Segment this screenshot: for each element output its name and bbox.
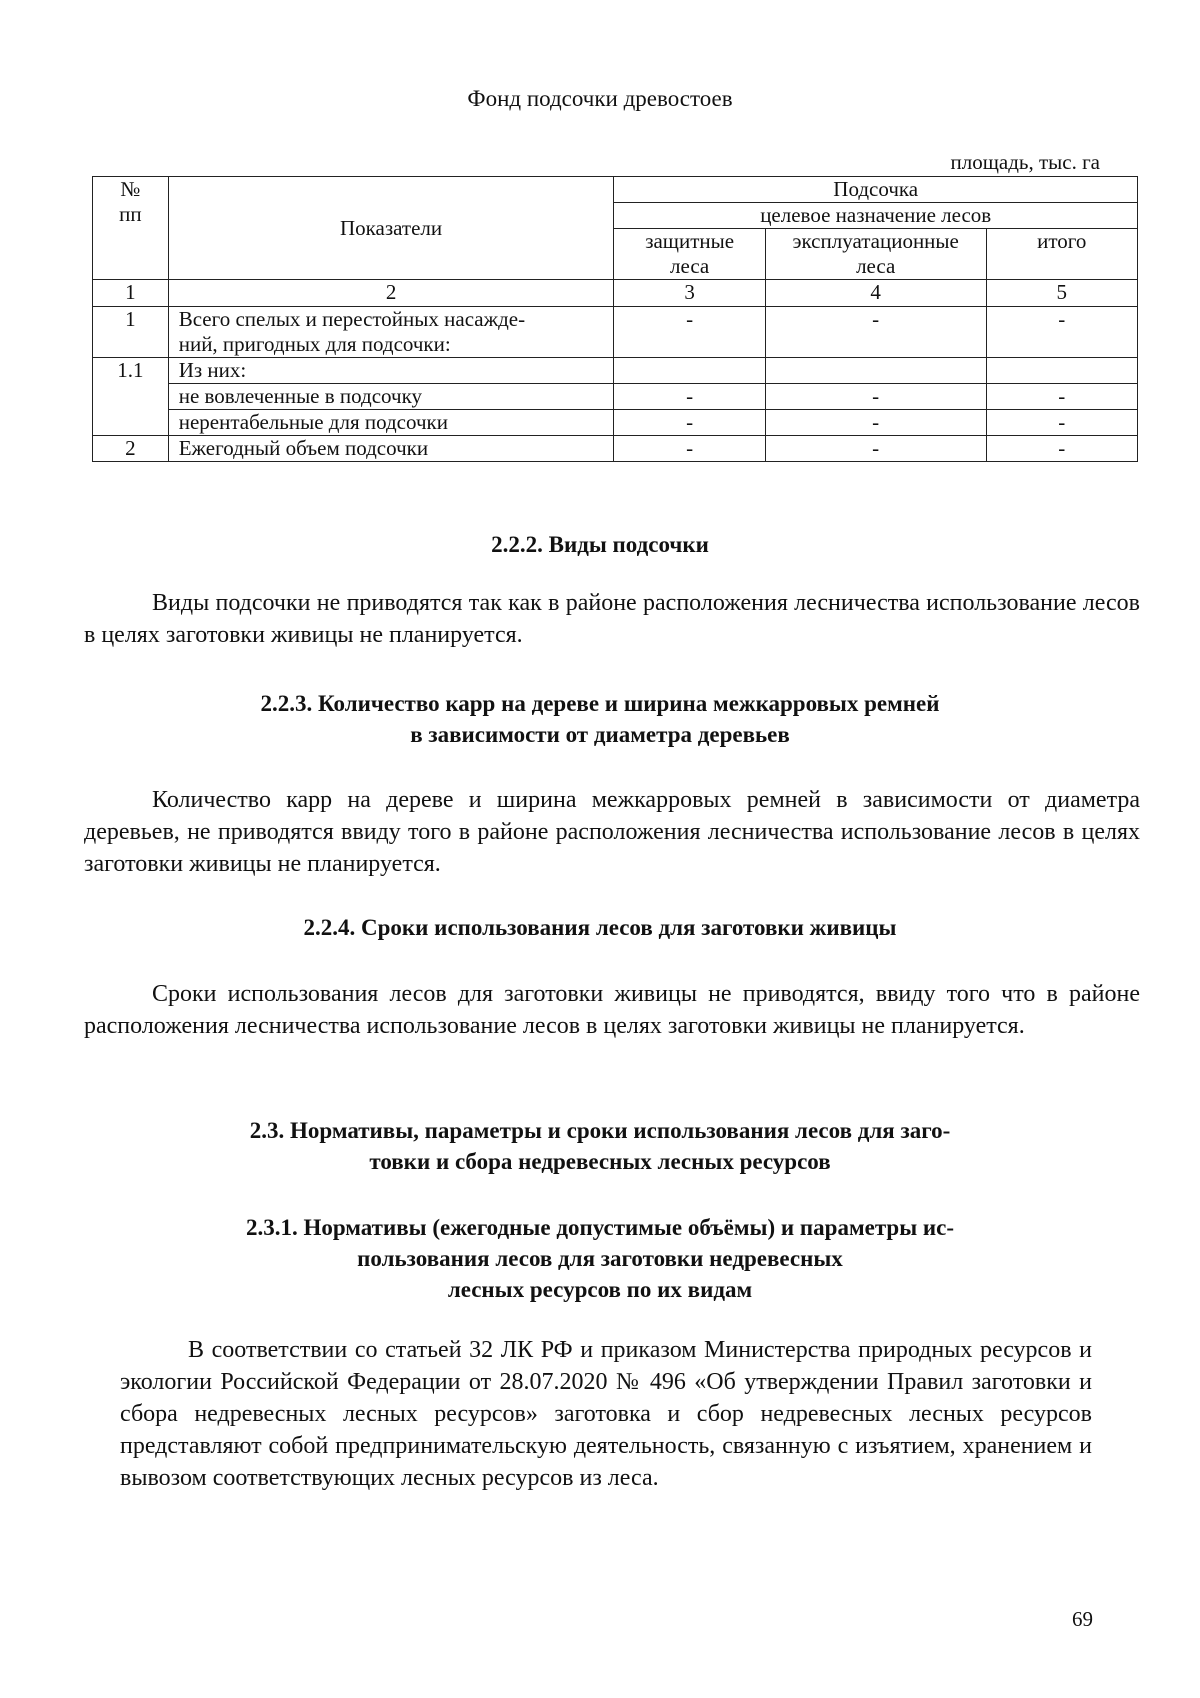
paragraph-text: Сроки использования лесов для заготовки живицы не приводятся, ввиду того что в районе расположения лесничества использование лесов в целях заготовки живицы не планируется.: [84, 981, 1140, 1039]
row-value: -: [765, 410, 986, 436]
header-purpose: целевое назначение лесов: [614, 203, 1138, 229]
paragraph-text: Количество карр на дереве и ширина межкарровых ремней в зависимости от диаметра деревьев, не приводятся ввиду того в районе расположения лесничества использование лесов в целях заготовки живицы не планируется.: [84, 787, 1140, 877]
section-heading-2-2-3-line1: 2.2.3. Количество карр на дереве и ширина межкарровых ремней: [260, 691, 940, 716]
section-heading-2-3-line1: 2.3. Нормативы, параметры и сроки использования лесов для заго-: [249, 1118, 951, 1143]
podsochka-fund-table: [92, 176, 1138, 462]
row-number: 1.1: [93, 358, 169, 436]
row-value: -: [614, 436, 765, 462]
section-heading-2-3-1-line2: пользования лесов для заготовки недревесных: [357, 1246, 843, 1271]
header-num: № пп: [93, 177, 169, 280]
section-text-2-3-1: [120, 1334, 1092, 1494]
column-number: 4: [765, 280, 986, 307]
section-text-2-2-3: [84, 784, 1140, 880]
row-value: [765, 358, 986, 384]
section-text-2-2-4: [84, 978, 1140, 1042]
table-row: [93, 358, 1138, 384]
row-value: [986, 358, 1137, 384]
section-heading-2-2-2: 2.2.2. Виды подсочки: [491, 532, 709, 557]
row-value: -: [614, 410, 765, 436]
row-value: -: [765, 384, 986, 410]
column-number: 3: [614, 280, 765, 307]
column-number: 1: [93, 280, 169, 307]
section-text-2-2-2: [84, 587, 1140, 651]
row-value: [614, 358, 765, 384]
section-heading-2-3-1-line3: лесных ресурсов по их видам: [447, 1277, 753, 1302]
header-exploitation: эксплуатационные леса: [765, 229, 986, 280]
paragraph-text: Виды подсочки не приводятся так как в районе расположения лесничества использование лесов в целях заготовки живицы не планируется.: [84, 590, 1140, 648]
row-value: -: [986, 436, 1137, 462]
row-value: -: [986, 410, 1137, 436]
table-title: Фонд подсочки древостоев: [467, 86, 733, 111]
header-protective: защитные леса: [614, 229, 765, 280]
units-label: площадь, тыс. га: [950, 150, 1100, 174]
paragraph-text: В соответствии со статьей 32 ЛК РФ и приказом Министерства природных ресурсов и экологии Российской Федерации от 28.07.2020 № 496 «Об утверждении Правил заготовки и сбора недревесных лесных ресурсов» заготовка и сбор недревесных лесных ресурсов представляют собой предпринимательскую деятельность, связанную с изъятием, хранением и вывозом соответствующих лесных ресурсов из леса.: [120, 1337, 1092, 1491]
row-value: -: [614, 307, 765, 358]
row-value: -: [765, 307, 986, 358]
row-label: Ежегодный объем подсочки: [168, 436, 614, 462]
row-value: -: [986, 307, 1137, 358]
row-label: Из них:: [168, 358, 614, 384]
row-value: -: [614, 384, 765, 410]
row-label: Всего спелых и перестойных насажде- ний, пригодных для подсочки:: [168, 307, 614, 358]
row-number: 2: [93, 436, 169, 462]
header-total: итого: [986, 229, 1137, 280]
row-label: не вовлеченные в подсочку: [168, 384, 614, 410]
table-row: [93, 384, 1138, 410]
header-podsochka: Подсочка: [614, 177, 1138, 203]
column-number: 2: [168, 280, 614, 307]
row-value: -: [765, 436, 986, 462]
table-row: [93, 307, 1138, 358]
table-row: [93, 436, 1138, 462]
row-value: -: [986, 384, 1137, 410]
section-heading-2-2-3-line2: в зависимости от диаметра деревьев: [410, 722, 790, 747]
section-heading-2-3-1-line1: 2.3.1. Нормативы (ежегодные допустимые объёмы) и параметры ис-: [245, 1215, 955, 1240]
header-indicators: Показатели: [168, 177, 614, 280]
row-label: нерентабельные для подсочки: [168, 410, 614, 436]
row-number: 1: [93, 307, 169, 358]
section-heading-2-2-4: 2.2.4. Сроки использования лесов для заготовки живицы: [303, 915, 897, 940]
column-number: 5: [986, 280, 1137, 307]
section-heading-2-3-line2: товки и сбора недревесных лесных ресурсов: [369, 1149, 831, 1174]
page-number: 69: [1072, 1607, 1093, 1631]
table-row: [93, 410, 1138, 436]
